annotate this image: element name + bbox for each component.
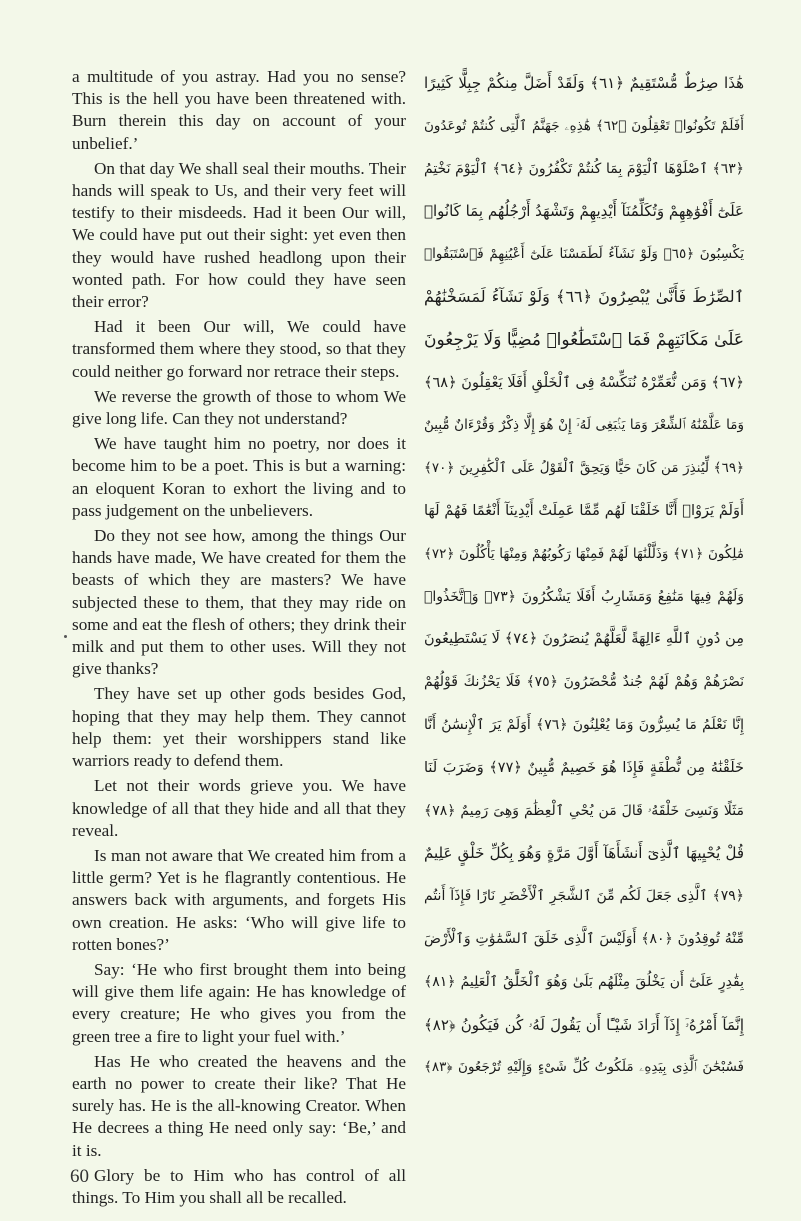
arabic-line: ٱلصِّرَٰطَ فَأَنَّىٰ يُبْصِرُونَ ﴿٦٦﴾ وَلَوْ نَشَآءُ لَمَسَخْنَٰهُمْ [424,286,744,306]
arabic-line: مَثَلًا وَنَسِىَ خَلْقَهُۥ قَالَ مَن يُحْىِ ٱلْعِظَٰمَ وَهِىَ رَمِيمٌ ﴿٧٨﴾ [424,802,744,819]
arabic-line: مِن دُونِ ٱللَّهِ ءَالِهَةً لَّعَلَّهُمْ يُنصَرُونَ ﴿٧٤﴾ لَا يَسْتَطِيعُونَ [424,631,744,648]
english-paragraph-12: Glory be to Him who has control of all things. To Him you shall all be recalled. [72,1165,406,1207]
arabic-line: ﴿٦٩﴾ لِّيُنذِرَ مَن كَانَ حَيًّا وَيَحِقَّ ٱلْقَوْلُ عَلَى ٱلْكَٰفِرِينَ ﴿٧٠﴾ [424,460,744,477]
arabic-line: يَكْسِبُونَ ﴿٦٥﴾ وَلَوْ نَشَآءُ لَطَمَسْنَا عَلَىٰٓ أَعْيُنِهِمْ فَٱسْتَبَقُوا۟ [424,246,744,263]
arabic-line: هَٰذَا صِرَٰطٌ مُّسْتَقِيمٌ ﴿٦١﴾ وَلَقَدْ أَضَلَّ مِنكُمْ جِبِلًّا كَثِيرًا [424,74,744,92]
arabic-line: مَٰلِكُونَ ﴿٧١﴾ وَذَلَّلْنَٰهَا لَهُمْ فَمِنْهَا رَكُوبُهُمْ وَمِنْهَا يَأْكُلُونَ ﴿٧٢﴾ [424,545,744,562]
arabic-line: خَلَقْنَٰهُ مِن نُّطْفَةٍ فَإِذَا هُوَ خَصِيمٌ مُّبِينٌ ﴿٧٧﴾ وَضَرَبَ لَنَا [424,759,744,776]
english-paragraph-11: Has He who created the heavens and the earth no power to create their like? That He surely has. He is the all-knowing Creator. When He decrees a thing He need only say: ‘Be,’ and it is. [72,1051,406,1160]
arabic-line: عَلَىٰٓ أَفْوَٰهِهِمْ وَتُكَلِّمُنَآ أَيْدِيهِمْ وَتَشْهَدُ أَرْجُلُهُم بِمَا كَانُوا۟ [424,202,744,221]
arabic-line: وَمَا عَلَّمْنَٰهُ ٱلشِّعْرَ وَمَا يَنۢبَغِى لَهُۥٓ إِنْ هُوَ إِلَّا ذِكْرٌ وَقُرْءَانٌ مُّبِينٌ [424,417,744,434]
arabic-line: نَصْرَهُمْ وَهُمْ لَهُمْ جُندٌ مُّحْضَرُونَ ﴿٧٥﴾ فَلَا يَحْزُنكَ قَوْلُهُمْ [424,674,744,691]
arabic-line: فَسُبْحَٰنَ ٱلَّذِى بِيَدِهِۦ مَلَكُوتُ كُلِّ شَىْءٍ وَإِلَيْهِ تُرْجَعُونَ ﴿٨٣﴾ [424,1059,744,1076]
arabic-text-column [424,62,744,1089]
english-paragraph-4: We reverse the growth of those to whom We give long life. Can they not understand? [72,386,406,429]
arabic-line: أَفَلَمْ تَكُونُوا۟ تَعْقِلُونَ ﴿٦٢﴾ هَٰذِهِۦ جَهَنَّمُ ٱلَّتِى كُنتُمْ تُوعَدُونَ [424,117,744,134]
arabic-line: وَلَهُمْ فِيهَا مَنَٰفِعُ وَمَشَارِبُ أَفَلَا يَشْكُرُونَ ﴿٧٣﴾ وَٱتَّخَذُوا۟ [424,588,744,605]
arabic-line: ﴿٧٩﴾ ٱلَّذِى جَعَلَ لَكُم مِّنَ ٱلشَّجَرِ ٱلْأَخْضَرِ نَارًا فَإِذَآ أَنتُم [424,888,744,905]
arabic-line: قُلْ يُحْيِيهَا ٱلَّذِىٓ أَنشَأَهَآ أَوَّلَ مَرَّةٍ وَهُوَ بِكُلِّ خَلْقٍ عَلِيمٌ [424,844,744,863]
arabic-line: بِقَٰدِرٍ عَلَىٰٓ أَن يَخْلُقَ مِثْلَهُم بَلَىٰ وَهُوَ ٱلْخَلَّٰقُ ٱلْعَلِيمُ ﴿٨١﴾ [424,973,744,990]
english-paragraph-3: Had it been Our will, We could have transformed them where they stood, so that they could neither go forward nor retrace their steps. [72,317,406,381]
english-translation-column [72,66,406,1212]
arabic-line: عَلَىٰ مَكَانَتِهِمْ فَمَا ٱسْتَطَٰعُوا۟ مُضِيًّا وَلَا يَرْجِعُونَ [424,329,744,350]
arabic-line: إِنَّا نَعْلَمُ مَا يُسِرُّونَ وَمَا يُعْلِنُونَ ﴿٧٦﴾ أَوَلَمْ يَرَ ٱلْإِنسَٰنُ أَنَّا [424,716,744,733]
page-number: 60 [70,1166,89,1187]
english-paragraph-2: On that day We shall seal their mouths. Their hands will speak to Us, and their very feet will testify to their misdeeds. Had it been Our will, We could have put out their sight: yet even then they would have rushed headlong upon their wonted path. For how could they have seen their error? [72,158,406,312]
arabic-line: مِّنْهُ تُوقِدُونَ ﴿٨٠﴾ أَوَلَيْسَ ٱلَّذِى خَلَقَ ٱلسَّمَٰوَٰتِ وَٱلْأَرْضَ [424,930,744,947]
english-paragraph-5: We have taught him no poetry, nor does it become him to be a poet. This is but a warning: an eloquent Koran to exhort the living and to pass judgement on the unbelievers. [72,434,406,520]
arabic-line: أَوَلَمْ يَرَوْا۟ أَنَّا خَلَقْنَا لَهُم مِّمَّا عَمِلَتْ أَيْدِينَآ أَنْعَٰمًا فَهُمْ لَهَا [424,502,744,519]
english-paragraph-10: Say: ‘He who first brought them into being will give them life again: He has knowledge of every creature; He who gives you from the green tree a fire to light your fuel with.’ [72,959,406,1046]
english-paragraph-7: They have set up other gods besides God, hoping that they may help them. They cannot help them: yet their worshippers stand like warriors ready to defend them. [72,684,406,771]
english-paragraph-1: a multitude of you astray. Had you no sense? This is the hell you have been threatened with. Burn therein this day on account of your unbelief.’ [72,67,406,153]
arabic-line: ﴿٦٣﴾ ٱصْلَوْهَا ٱلْيَوْمَ بِمَا كُنتُمْ تَكْفُرُونَ ﴿٦٤﴾ ٱلْيَوْمَ نَخْتِمُ [424,160,744,177]
margin-mark [64,635,67,638]
arabic-line: إِنَّمَآ أَمْرُهُۥٓ إِذَآ أَرَادَ شَيْـًٔا أَن يَقُولَ لَهُۥ كُن فَيَكُونُ ﴿٨٢﴾ [424,1015,744,1034]
english-paragraph-9: Is man not aware that We created him from a little germ? Yet is he flagrantly contentious. He answers back with arguments, and forgets His own creation. He asks: ‘Who will give life to rotten bones?’ [72,845,406,954]
arabic-line: ﴿٦٧﴾ وَمَن نُّعَمِّرْهُ نُنَكِّسْهُ فِى ٱلْخَلْقِ أَفَلَا يَعْقِلُونَ ﴿٦٨﴾ [424,374,744,391]
english-paragraph-8: Let not their words grieve you. We have knowledge of all that they hide and all that they reveal. [72,776,406,840]
english-paragraph-6: Do they not see how, among the things Our hands have made, We have created for them the beasts of which they are masters? We have subjected these to them, that they may ride on some and eat the flesh of others; they drink their milk and put them to other uses. Will they not give thanks? [72,526,406,679]
